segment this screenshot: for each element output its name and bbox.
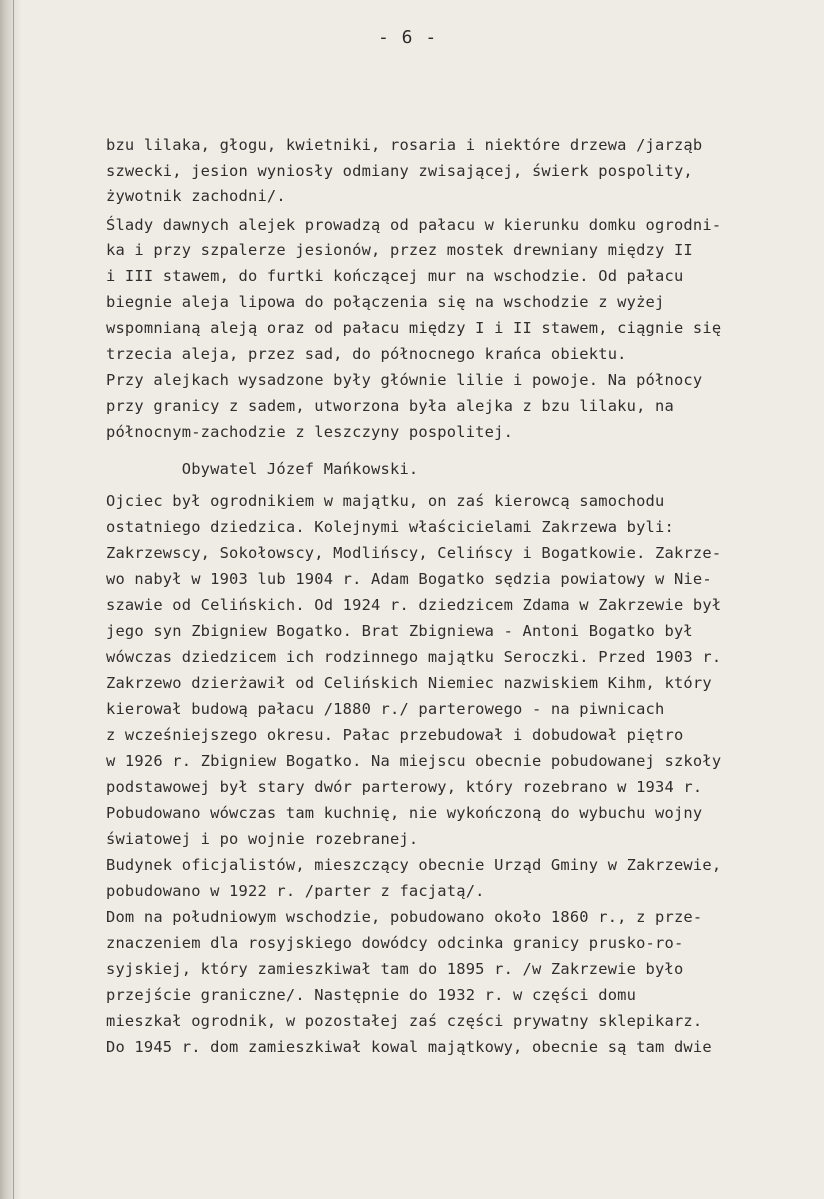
text-line: biegnie aleja lipowa do połączenia się na wschodzie z wyżej <box>106 293 665 311</box>
text-line: wówczas dziedzicem ich rodzinnego majątku Seroczki. Przed 1903 r. <box>106 648 722 666</box>
text-line: Ojciec był ogrodnikiem w majątku, on zaś kierowcą samochodu <box>106 492 665 510</box>
text-line: Ślady dawnych alejek prowadzą od pałacu w kierunku domku ogrodni- <box>106 216 722 234</box>
text-line: w 1926 r. Zbigniew Bogatko. Na miejscu obecnie pobudowanej szkoły <box>106 752 722 770</box>
text-line: kierował budową pałacu /1880 r./ parterowego - na piwnicach <box>106 700 665 718</box>
text-line: pobudowano w 1922 r. /parter z facjatą/. <box>106 882 485 900</box>
text-line: światowej i po wojnie rozebranej. <box>106 830 419 848</box>
text-line: przejście graniczne/. Następnie do 1932 r. w części domu <box>106 986 637 1004</box>
text-line: trzecia aleja, przez sad, do północnego krańca obiektu. <box>106 345 627 363</box>
text-line: Zakrzewo dzierżawił od Celińskich Niemiec nazwiskiem Kihm, który <box>106 674 712 692</box>
text-line: żywotnik zachodni/. <box>106 187 286 205</box>
text-line: wspomnianą aleją oraz od pałacu między I i II stawem, ciągnie się <box>106 319 722 337</box>
text-line: wo nabył w 1903 lub 1904 r. Adam Bogatko sędzia powiatowy w Nie- <box>106 570 712 588</box>
binding-fold-line <box>13 0 14 1199</box>
text-line: Budynek oficjalistów, mieszczący obecnie Urząd Gminy w Zakrzewie, <box>106 856 722 874</box>
text-line: podstawowej był stary dwór parterowy, który rozebrano w 1934 r. <box>106 778 703 796</box>
page-number: - 6 - <box>378 27 438 48</box>
text-line: syjskiej, który zamieszkiwał tam do 1895 r. /w Zakrzewie było <box>106 960 684 978</box>
text-line: Pobudowano wówczas tam kuchnię, nie wykończoną do wybuchu wojny <box>106 804 703 822</box>
section-heading: Obywatel Józef Mańkowski. <box>106 460 419 478</box>
text-line: północnym-zachodzie z leszczyny pospolitej. <box>106 423 514 441</box>
text-line: jego syn Zbigniew Bogatko. Brat Zbigniewa - Antoni Bogatko był <box>106 622 693 640</box>
text-line: bzu lilaka, głogu, kwietniki, rosaria i niektóre drzewa /jarząb <box>106 136 703 154</box>
text-line: Do 1945 r. dom zamieszkiwał kowal majątkowy, obecnie są tam dwie <box>106 1038 712 1056</box>
text-line: znaczeniem dla rosyjskiego dowódcy odcinka granicy prusko-ro- <box>106 934 684 952</box>
text-line: szawie od Celińskich. Od 1924 r. dziedzicem Zdama w Zakrzewie był <box>106 596 722 614</box>
text-line: z wcześniejszego okresu. Pałac przebudował i dobudował piętro <box>106 726 684 744</box>
text-line: Przy alejkach wysadzone były głównie lilie i powoje. Na północy <box>106 371 703 389</box>
text-line: Zakrzewscy, Sokołowscy, Modlińscy, Celińscy i Bogatkowie. Zakrze- <box>106 544 722 562</box>
text-line: Dom na południowym wschodzie, pobudowano około 1860 r., z prze- <box>106 908 703 926</box>
text-line: przy granicy z sadem, utworzona była alejka z bzu lilaku, na <box>106 397 674 415</box>
text-line: szwecki, jesion wyniosły odmiany zwisającej, świerk pospolity, <box>106 162 693 180</box>
text-line: i III stawem, do furtki kończącej mur na wschodzie. Od pałacu <box>106 267 684 285</box>
text-line: ostatniego dziedzica. Kolejnymi właścicielami Zakrzewa byli: <box>106 518 674 536</box>
page-binding-edge <box>0 0 22 1199</box>
text-line: ka i przy szpalerze jesionów, przez mostek drewniany między II <box>106 241 693 259</box>
text-line: mieszkał ogrodnik, w pozostałej zaś części prywatny sklepikarz. <box>106 1012 703 1030</box>
